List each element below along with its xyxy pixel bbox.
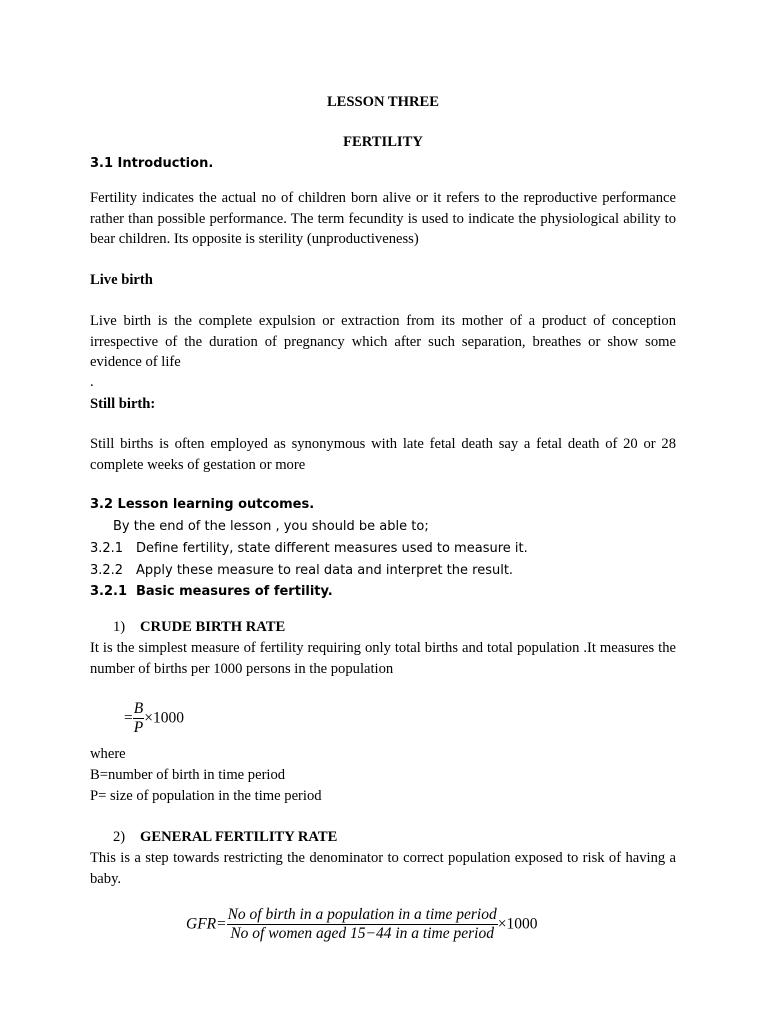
intro-paragraph: Fertility indicates the actual no of children born alive or it refers to the reproductive performance rather than possible performance. The term fecundity is used to indicate the physiological ability to bear children. Its opposite is sterility (unproductiveness) bbox=[90, 190, 676, 248]
still-birth-heading: Still birth: bbox=[90, 396, 156, 412]
stray-dot: . bbox=[90, 374, 94, 390]
measures-subheading: Basic measures of fertility. bbox=[136, 584, 333, 599]
cbr-paragraph: It is the simplest measure of fertility requiring only total births and total population .It measures the number of births per 1000 persons in the population bbox=[90, 640, 676, 677]
outcomes-heading: 3.2 Lesson learning outcomes. bbox=[90, 497, 315, 512]
definition-line: P= size of population in the time period bbox=[90, 788, 322, 804]
gfr-number: 2) bbox=[113, 829, 126, 845]
live-birth-paragraph: Live birth is the complete expulsion or extraction from its mother of a product of conception irrespective of the duration of pregnancy which after such separation, breathes or show some evidence of life bbox=[90, 313, 676, 371]
measures-subheading-num: 3.2.1 bbox=[90, 584, 128, 599]
outcome-item-text: Apply these measure to real data and interpret the result. bbox=[136, 563, 514, 578]
cbr-formula bbox=[124, 700, 184, 737]
fraction-denominator: No of women aged 15−44 in a time period bbox=[230, 925, 494, 942]
outcome-item-text: Define fertility, state different measures used to measure it. bbox=[136, 541, 528, 556]
lesson-title: LESSON THREE bbox=[326, 94, 440, 110]
formula-lhs: GFR= bbox=[186, 915, 227, 933]
where-label: where bbox=[90, 746, 126, 762]
multiplier: ×1000 bbox=[497, 915, 538, 933]
multiplier: ×1000 bbox=[144, 709, 184, 727]
topic-title: FERTILITY bbox=[343, 134, 423, 150]
gfr-title: GENERAL FERTILITY RATE bbox=[140, 829, 338, 845]
still-birth-paragraph: Still births is often employed as synonymous with late fetal death say a fetal death of 20 or 28 complete weeks of gestation or more bbox=[90, 436, 676, 473]
gfr-paragraph: This is a step towards restricting the denominator to correct population exposed to risk of having a baby. bbox=[90, 850, 676, 887]
fraction-denominator: P bbox=[133, 719, 144, 736]
live-birth-heading: Live birth bbox=[90, 272, 153, 288]
definition-line: B=number of birth in time period bbox=[90, 767, 286, 783]
outcome-item-num: 3.2.1 bbox=[90, 541, 124, 556]
equals-sign: = bbox=[124, 709, 133, 727]
outcome-item-num: 3.2.2 bbox=[90, 563, 124, 578]
fraction-numerator: B bbox=[133, 700, 144, 717]
cbr-title: CRUDE BIRTH RATE bbox=[140, 619, 286, 635]
cbr-fraction bbox=[133, 700, 144, 737]
gfr-fraction bbox=[227, 906, 498, 943]
intro-heading: 3.1 Introduction. bbox=[90, 156, 214, 171]
gfr-formula bbox=[186, 906, 537, 943]
cbr-number: 1) bbox=[113, 619, 126, 635]
outcomes-intro: By the end of the lesson , you should be able to; bbox=[113, 519, 429, 534]
fraction-numerator: No of birth in a population in a time period bbox=[227, 906, 497, 923]
